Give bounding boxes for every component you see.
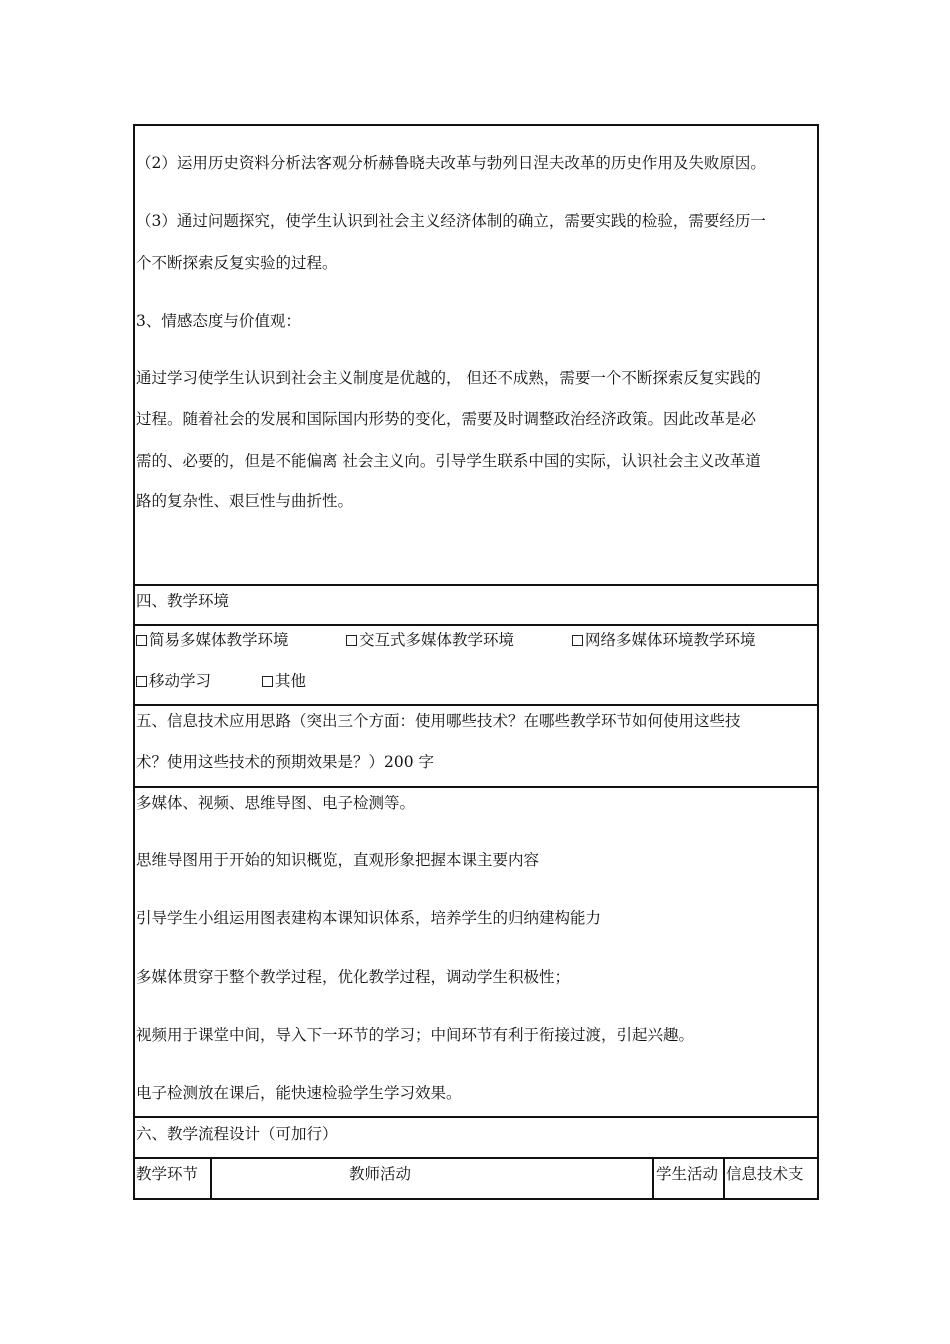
checkbox-icon[interactable] xyxy=(136,676,147,687)
flow-heading: 六、教学流程设计（可加行） xyxy=(136,1125,338,1143)
it-heading-line2: 术？使用这些技术的预期效果是？）200 字 xyxy=(136,753,435,771)
flow-col-student: 学生活动 xyxy=(656,1165,719,1183)
flow-col-it-support: 信息技术支 xyxy=(726,1165,804,1183)
env-option-mobile[interactable] xyxy=(136,671,211,691)
table-top-border xyxy=(133,124,819,126)
emotion-line4: 路的复杂性、艰巨性与曲折性。 xyxy=(136,492,354,510)
env-option-label: 交互式多媒体教学环境 xyxy=(359,631,515,649)
row-divider xyxy=(133,786,819,788)
checkbox-icon[interactable] xyxy=(136,635,147,646)
objective-3-line1: （3）通过问题探究，使学生认识到社会主义经济体制的确立，需要实践的检验，需要经历一 xyxy=(136,212,766,230)
emotion-line2: 过程。随着社会的发展和国际国内形势的变化，需要及时调整政治经济政策。因此改革是必 xyxy=(136,410,757,428)
it-line: 思维导图用于开始的知识概览，直观形象把握本课主要内容 xyxy=(136,851,540,869)
it-line: 多媒体、视频、思维导图、电子检测等。 xyxy=(136,794,416,812)
env-option-network[interactable] xyxy=(572,630,756,650)
checkbox-icon[interactable] xyxy=(346,635,357,646)
it-line: 引导学生小组运用图表建构本课知识体系，培养学生的归纳建构能力 xyxy=(136,909,602,927)
env-option-interactive[interactable] xyxy=(346,630,514,650)
emotion-line3: 需的、必要的，但是不能偏离 社会主义向。引导学生联系中国的实际，认识社会主义改革道 xyxy=(136,452,761,470)
it-heading-line1: 五、信息技术应用思路（突出三个方面：使用哪些技术？在哪些教学环节如何使用这些技 xyxy=(136,712,741,730)
checkbox-icon[interactable] xyxy=(572,635,583,646)
it-line: 电子检测放在课后，能快速检验学生学习效果。 xyxy=(136,1084,462,1102)
env-option-simple[interactable] xyxy=(136,630,289,650)
it-line: 视频用于课堂中间，导入下一环节的学习；中间环节有利于衔接过渡，引起兴趣。 xyxy=(136,1026,695,1044)
row-divider xyxy=(133,704,819,706)
env-option-label: 网络多媒体环境教学环境 xyxy=(585,631,756,649)
emotion-line1: 通过学习使学生认识到社会主义制度是优越的， 但还不成熟，需要一个不断探索反复实践的 xyxy=(136,369,761,387)
row-divider xyxy=(133,624,819,626)
env-option-label: 其他 xyxy=(275,672,307,690)
env-option-label: 简易多媒体教学环境 xyxy=(149,631,289,649)
flow-col-stage: 教学环节 xyxy=(136,1165,199,1183)
objective-2: （2）运用历史资料分析法客观分析赫鲁晓夫改革与勃列日涅夫改革的历史作用及失败原因。 xyxy=(136,154,766,172)
emotion-heading: 3、情感态度与价值观： xyxy=(136,312,301,330)
column-divider xyxy=(210,1157,212,1199)
row-divider xyxy=(133,584,819,586)
row-divider xyxy=(133,1157,819,1159)
it-line: 多媒体贯穿于整个教学过程，优化教学过程，调动学生积极性； xyxy=(136,968,571,986)
env-option-label: 移动学习 xyxy=(149,672,212,690)
row-divider xyxy=(133,1116,819,1118)
environment-heading: 四、教学环境 xyxy=(136,592,230,610)
flow-col-teacher: 教师活动 xyxy=(349,1165,412,1183)
objective-3-line2: 个不断探索反复实验的过程。 xyxy=(136,254,338,272)
checkbox-icon[interactable] xyxy=(262,676,273,687)
env-option-other[interactable] xyxy=(262,671,306,691)
column-divider xyxy=(723,1157,725,1199)
column-divider xyxy=(652,1157,654,1199)
table-bottom-border xyxy=(133,1198,819,1200)
